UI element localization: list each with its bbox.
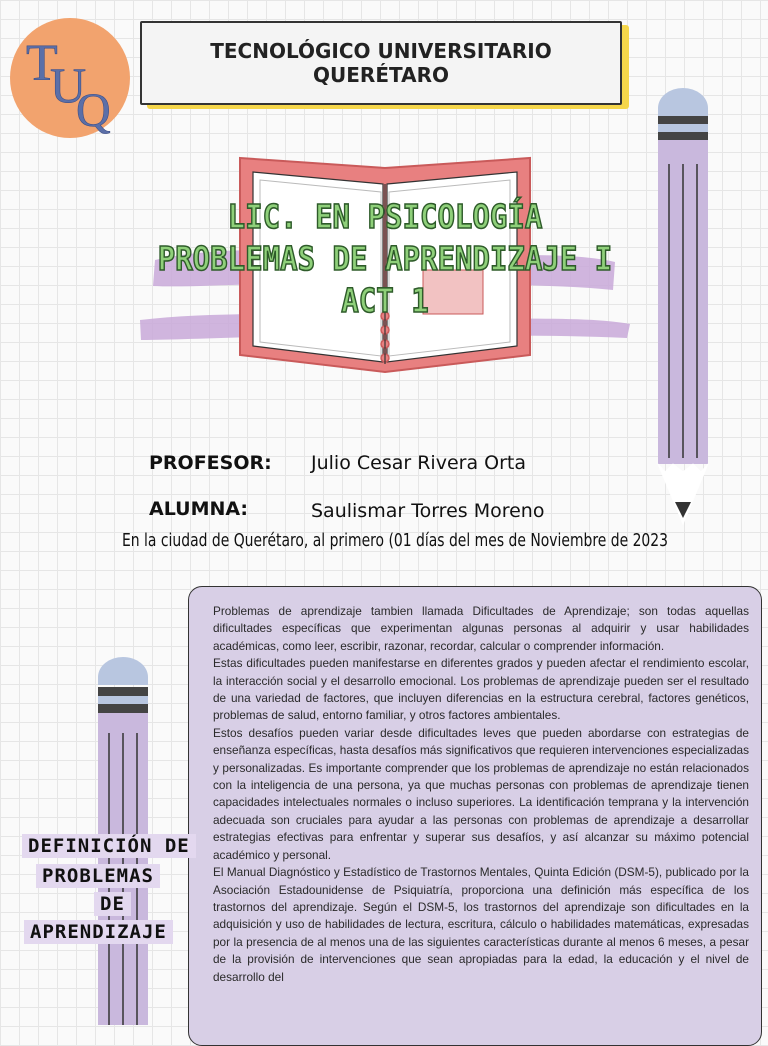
section-label-line1: DEFINICIÓN DE <box>22 834 196 858</box>
svg-text:U: U <box>50 57 87 113</box>
paragraph: Estas dificultades pueden manifestarse en diferentes grados y pueden afectar el rendimiento escolar, la interacción social y el desarrollo emocional. Los problemas de aprendizaje pueden ser el resultado de una variedad de factores, que incluyen diferencias en la estructura cerebral, factores genéticos, problemas de salud, entorno familiar, y otros factores ambientales. <box>213 656 749 723</box>
logo <box>10 18 130 138</box>
institution-name-line2: QUERÉTARO <box>313 63 449 87</box>
alumna-name: Saulismar Torres Moreno <box>311 500 545 522</box>
document-title <box>99 196 671 322</box>
alumna-label: ALUMNA: <box>149 498 249 520</box>
logo-monogram <box>10 18 130 138</box>
section-label-line4: APRENDIZAJE <box>24 920 173 944</box>
title-line-course: PROBLEMAS DE APRENDIZAJE I <box>157 239 613 278</box>
institution-name-line1: TECNOLÓGICO UNIVERSITARIO <box>210 39 552 63</box>
city-date-line: En la ciudad de Querétaro, al primero (01 días del mes de Noviembre de 2023 <box>121 530 669 551</box>
institution-header <box>140 21 622 105</box>
pencil-decoration-top <box>655 86 711 526</box>
section-label-line3: DE <box>94 892 131 916</box>
title-line-degree: LIC. EN PSICOLOGÍA <box>227 197 543 236</box>
svg-text:T: T <box>26 35 58 92</box>
section-label-line2: PROBLEMAS <box>36 864 160 888</box>
profesor-name: Julio Cesar Rivera Orta <box>311 452 526 474</box>
svg-text:Q: Q <box>76 84 111 137</box>
profesor-label: PROFESOR: <box>149 452 272 474</box>
definition-content-card <box>188 586 762 1046</box>
paragraph: Estos desafíos pueden variar desde dificultades leves que pueden abordarse con estrategias de enseñanza específicas, hasta desafíos más significativos que requieren intervenciones especializadas y personalizadas. Es importante comprender que los problemas de aprendizaje no están relacionados con la inteligencia de una persona, ya que muchas personas con problemas de aprendizaje tienen capacidades intelectuales normales o incluso superiores. La identificación temprana y la intervención adecuada son cruciales para ayudar a las personas con problemas de aprendizaje a desarrollar estrategias efectivas para enfrentar y superar sus desafíos, y así alcanzar su máximo potencial académico y personal. <box>213 725 749 862</box>
title-line-activity: ACT 1 <box>341 281 429 320</box>
paragraph: El Manual Diagnóstico y Estadístico de Trastornos Mentales, Quinta Edición (DSM-5), publicado por la Asociación Estadounidense de Psiquiatría, proporciona una definición más específica de los trastornos del aprendizaje. Según el DSM-5, los trastornos del aprendizaje son dificultades en la adquisición y uso de habilidades de lectura, escritura, cálculo o habilidades matemáticas, expresadas por la presencia de al menos una de las siguientes características durante al menos 6 meses, a pesar de la provisión de intervenciones que sean apropiadas para la edad, la educación y el nivel de desarrollo del <box>213 865 749 984</box>
paragraph: Problemas de aprendizaje tambien llamada Dificultades de Aprendizaje; son todas aquellas dificultades específicas que experimentan algunas personas al adquirir y usar habilidades académicas, como leer, escribir, razonar, recordar, calcular o comprender información. <box>213 604 749 653</box>
section-label <box>22 826 208 950</box>
